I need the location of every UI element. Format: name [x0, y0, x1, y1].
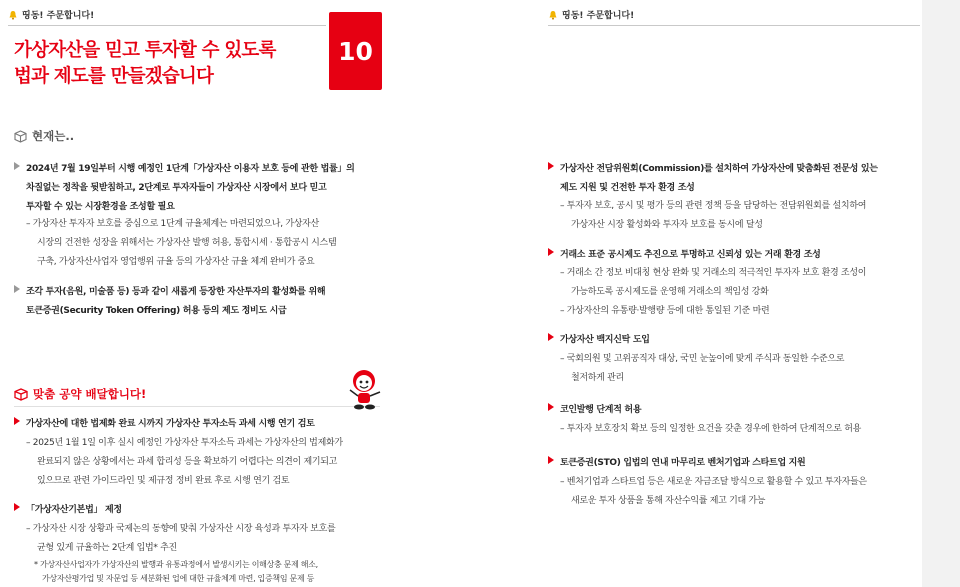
page-title — [14, 38, 276, 90]
divider — [8, 25, 326, 26]
text-line: 차질없는 정착을 뒷받침하고, 2단계로 투자자들이 가상자산 시장에서 보다 믿고 — [26, 183, 327, 193]
text-line: 구축, 가상자산사업자 영업행위 규율 등의 가상자산 규율 체계 완비가 중요 — [37, 257, 315, 267]
arrow-icon — [548, 403, 554, 411]
current-item-2 — [14, 283, 414, 321]
header-tag-label: 띵동! 주문합니다! — [22, 11, 95, 21]
bell-icon — [8, 10, 18, 20]
text-line: 가상자산 전담위원회(Commission)를 설치하여 가상자산에 맞춤화된 전문성 있는 — [560, 164, 878, 174]
text-line: 거래소 간 정보 비대칭 현상 완화 및 거래소의 적극적인 투자자 보호 환경 조성이 — [566, 268, 867, 278]
header-tag — [548, 8, 634, 21]
box-icon — [14, 130, 27, 143]
arrow-icon — [14, 162, 20, 170]
arrow-icon — [548, 162, 554, 170]
pledge-item-1 — [14, 415, 434, 434]
box-icon — [14, 388, 28, 401]
divider — [548, 25, 920, 26]
divider — [14, 406, 380, 407]
text-line: 가상자산 시장 활성화와 투자자 보호를 동시에 달성 — [571, 220, 763, 230]
page-edge — [922, 0, 960, 587]
text-line: 가상자산 백지신탁 도입 — [560, 335, 650, 345]
text-line: 국회의원 및 고위공직자 대상, 국민 눈높이에 맞게 주식과 동일한 수준으로 — [566, 354, 845, 364]
right-item-5-sub: – 벤처기업과 스타트업 등은 새로운 자금조달 방식으로 활용할 수 있고 투자자들은 새로운 투자 상품을 통해 자산수익률 제고 기대 가능 — [560, 473, 930, 511]
text-line: 거래소 표준 공시제도 추진으로 투명하고 신뢰성 있는 거래 환경 조성 — [560, 250, 821, 260]
text-line: 있으므로 관련 가이드라인 및 제규정 정비 완료 후로 시행 연기 검토 — [37, 476, 290, 486]
arrow-icon — [14, 503, 20, 511]
right-item-2 — [548, 246, 930, 265]
text-line: 균형 있게 규율하는 2단계 입법* 추진 — [37, 543, 177, 553]
right-item-1 — [548, 160, 930, 198]
text-line: 투자자 보호장치 확보 등의 일정한 요건을 갖춘 경우에 한하여 단계적으로 허용 — [566, 424, 861, 434]
pledge-item-2-sub: – 가상자산 시장 상황과 국제논의 동향에 맞춰 가상자산 시장 육성과 투자자 보호를 균형 있게 규율하는 2단계 입법* 추진 — [26, 520, 446, 558]
text-line: 가상자산 시장 상황과 국제논의 동향에 맞춰 가상자산 시장 육성과 투자자 보호를 — [32, 524, 336, 534]
arrow-icon — [548, 333, 554, 341]
text-line: 토큰증권(STO) 입법의 연내 마무리로 벤처기업과 스타트업 지원 — [560, 458, 806, 468]
pledge-section-heading — [14, 386, 146, 402]
text-line: 완료되지 않은 상황에서는 과세 합리성 등을 확보하기 어렵다는 의견이 제기되고 — [37, 457, 338, 467]
right-item-3-sub: – 국회의원 및 고위공직자 대상, 국민 눈높이에 맞게 주식과 동일한 수준으로 철저하게 관리 — [560, 350, 930, 388]
text-line: 조각 투자(음원, 미술품 등) 등과 같이 새롭게 등장한 자산투자의 활성화를 위해 — [26, 287, 326, 297]
pledge-item-2 — [14, 501, 434, 520]
text-line: 가상자산의 유통량·발행량 등에 대한 통일된 기준 마련 — [566, 306, 770, 316]
title-line-2: 법과 제도를 만들겠습니다 — [14, 66, 214, 87]
text-line: 벤처기업과 스타트업 등은 새로운 자금조달 방식으로 활용할 수 있고 투자자들은 — [566, 477, 867, 487]
pledge-item-2-note — [34, 558, 454, 586]
text-line: 가상자산평가업 및 자문업 등 세분화된 업에 대한 규율체계 마련, 입증책임 문제 등 — [42, 574, 315, 583]
text-line: * 가상자산사업자가 가상자산의 발행과 유통과정에서 발생시키는 이해상충 문제 해소, — [34, 560, 318, 569]
text-line: 새로운 투자 상품을 통해 자산수익률 제고 기대 가능 — [571, 496, 766, 506]
text-line: 2025년 1월 1일 이후 실시 예정인 가상자산 투자소득 과세는 가상자산의 법제화가 — [32, 438, 343, 448]
right-item-2-sub: – 거래소 간 정보 비대칭 현상 완화 및 거래소의 적극적인 투자자 보호 환경 조성이 가능하도록 공시제도를 운영해 거래소의 책임성 강화 – 가상자산의 유통량·발행량 등에 대한 통일된 기준 마련 — [560, 264, 930, 321]
text-line: 2024년 7월 19일부터 시행 예정인 1단계「가상자산 이용자 보호 등에 관한 법률」의 — [26, 164, 355, 174]
right-item-3 — [548, 331, 930, 350]
text-line: 코인발행 단계적 허용 — [560, 405, 642, 415]
pledge-item-1-sub: – 2025년 1월 1일 이후 실시 예정인 가상자산 투자소득 과세는 가상자산의 법제화가 완료되지 않은 상황에서는 과세 합리성 등을 확보하기 어렵다는 의견이 제기되고 있으므로 관련 가이드라인 및 제규정 정비 완료 후로 시행 연기 검토 — [26, 434, 446, 491]
header-tag-label: 띵동! 주문합니다! — [562, 11, 635, 21]
current-section-heading — [14, 128, 74, 144]
current-item-1 — [14, 160, 414, 217]
text-line: 철저하게 관리 — [571, 373, 624, 383]
title-line-1: 가상자산을 믿고 투자할 수 있도록 — [14, 40, 276, 61]
pledge-heading-label: 맞춤 공약 배달합니다! — [33, 387, 147, 401]
arrow-icon — [548, 456, 554, 464]
text-line: 「가상자산기본법」 제정 — [26, 505, 122, 515]
arrow-icon — [14, 417, 20, 425]
right-item-1-sub: – 투자자 보호, 공시 및 평가 등의 관련 정책 등을 담당하는 전담위원회를 설치하여 가상자산 시장 활성화와 투자자 보호를 동시에 달성 — [560, 197, 930, 235]
text-line: 가상자산에 대한 법제화 완료 시까지 가상자산 투자소득 과세 시행 연기 검토 — [26, 419, 315, 429]
current-heading-label: 현재는.. — [32, 129, 75, 143]
right-page — [530, 0, 930, 587]
arrow-icon — [548, 248, 554, 256]
right-item-4-sub: – 투자자 보호장치 확보 등의 일정한 요건을 갖춘 경우에 한하여 단계적으로 허용 — [560, 424, 861, 434]
mascot-icon — [344, 366, 386, 412]
right-item-5 — [548, 454, 930, 473]
pledge-number-badge — [329, 12, 382, 90]
bell-icon — [548, 10, 558, 20]
arrow-icon — [14, 285, 20, 293]
text-line: 제도 지원 및 건전한 투자 환경 조성 — [560, 183, 695, 193]
text-line: 투자자 보호, 공시 및 평가 등의 관련 정책 등을 담당하는 전담위원회를 설치하여 — [566, 201, 867, 211]
header-tag — [8, 8, 94, 21]
text-line: 투자할 수 있는 시장환경을 조성할 필요 — [26, 202, 175, 212]
pledge-number: 10 — [338, 36, 373, 66]
current-item-1-sub: – 가상자산 투자자 보호를 중심으로 1단계 규율체계는 마련되었으나, 가상자산 시장의 건전한 성장을 위해서는 가상자산 발행 허용, 통합시세 · 통합공시 시스템 구축, 가상자산사업자 영업행위 규율 등의 가상자산 규율 체계 완비가 중요 — [26, 215, 426, 272]
text-line: 가능하도록 공시제도를 운영해 거래소의 책임성 강화 — [571, 287, 769, 297]
text-line: 토큰증권(Security Token Offering) 허용 등의 제도 정비도 시급 — [26, 306, 287, 316]
page-gutter — [468, 0, 530, 587]
left-page — [0, 0, 468, 587]
right-item-4 — [548, 401, 930, 420]
text-line: 시장의 건전한 성장을 위해서는 가상자산 발행 허용, 통합시세 · 통합공시 시스템 — [37, 238, 337, 248]
text-line: 가상자산 투자자 보호를 중심으로 1단계 규율체계는 마련되었으나, 가상자산 — [32, 219, 319, 229]
